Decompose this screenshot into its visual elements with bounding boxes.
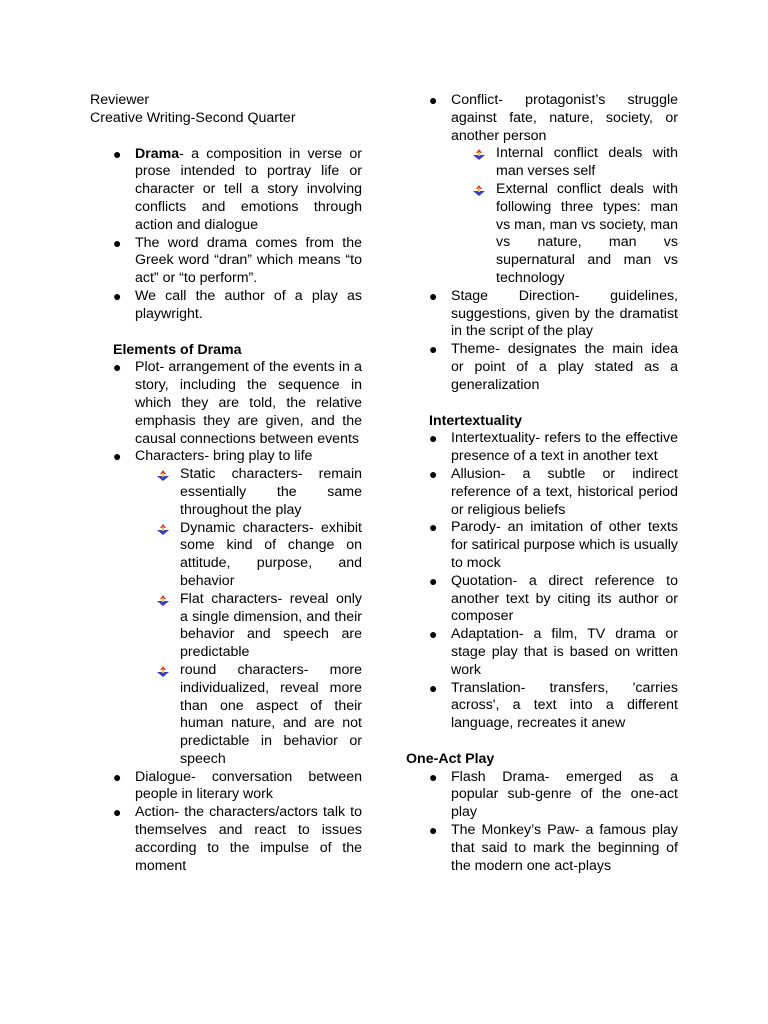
arrow-bullet-icon bbox=[157, 595, 169, 606]
list-item bbox=[406, 288, 678, 341]
section-heading-elements: Elements of Drama bbox=[113, 341, 242, 358]
list-item bbox=[406, 92, 678, 288]
bullet-icon: ● bbox=[113, 287, 122, 304]
list-item bbox=[406, 769, 678, 822]
list-item-text: Action- the characters/actors talk to themselves and react to issues according to the impulse of the moment bbox=[135, 804, 362, 874]
list-item bbox=[90, 288, 362, 324]
left-column bbox=[90, 92, 362, 875]
list-item-text: Plot- arrangement of the events in a story, including the sequence in which they are told, the relative emphasis they are given, and the causal connections between events bbox=[135, 359, 362, 447]
bullet-icon: ● bbox=[429, 430, 438, 447]
arrow-bullet-icon bbox=[157, 470, 169, 481]
list-item-text: Adaptation- a film, TV drama or stage play that is based on written work bbox=[451, 626, 678, 678]
list-item-text: Theme- designates the main idea or point of a play stated as a generalization bbox=[451, 341, 678, 393]
list-item-text: Translation- transfers, 'carries across', a text into a different language, recreates it anew bbox=[451, 679, 678, 732]
intertextuality-list bbox=[406, 430, 678, 733]
doc-title: Reviewer bbox=[90, 92, 150, 108]
list-item-text: Stage Direction- guidelines, suggestions, given by the dramatist in the script of the play bbox=[451, 287, 678, 340]
elements-list bbox=[90, 359, 362, 875]
sub-list-item-text: Static characters- remain essentially the same throughout the play bbox=[180, 466, 362, 518]
bullet-icon: ● bbox=[429, 519, 438, 536]
term-drama: Drama bbox=[135, 145, 180, 162]
bullet-icon: ● bbox=[429, 341, 438, 358]
arrow-bullet-icon bbox=[157, 524, 169, 535]
list-item bbox=[406, 430, 678, 466]
bullet-icon: ● bbox=[429, 465, 438, 482]
bullet-icon: ● bbox=[113, 448, 122, 465]
sub-list-item-text: Flat characters- reveal only a single dimension, and their behavior and speech are predictable bbox=[180, 590, 362, 661]
bullet-icon: ● bbox=[113, 145, 122, 162]
bullet-icon: ● bbox=[113, 804, 122, 821]
sub-list-item bbox=[451, 145, 678, 181]
list-item bbox=[406, 573, 678, 626]
arrow-bullet-icon bbox=[473, 149, 485, 160]
list-item-text: Intertextuality- refers to the effective presence of a text in another text bbox=[451, 430, 678, 465]
sub-list-item-text: round characters- more individualized, reveal more than one aspect of their human nature, and are not predictable in behavior or speech bbox=[180, 661, 362, 767]
list-item bbox=[406, 626, 678, 679]
sub-list-item-text: External conflict deals with following three types: man vs man, man vs society, man vs nature, man vs supernatural and man vs technology bbox=[496, 180, 678, 286]
list-item-text: Conflict- protagonist’s struggle against fate, nature, society, or another person bbox=[451, 92, 678, 144]
list-item bbox=[90, 146, 362, 235]
list-item-text: Quotation- a direct reference to another text by citing its author or composer bbox=[451, 572, 678, 625]
section-heading-intertextuality: Intertextuality bbox=[429, 412, 523, 429]
character-types-list bbox=[135, 466, 362, 769]
sub-list-item bbox=[135, 466, 362, 519]
sub-list-item-text: Dynamic characters- exhibit some kind of change on attitude, purpose, and behavior bbox=[180, 519, 362, 589]
section-heading-one-act: One-Act Play bbox=[406, 750, 495, 767]
definition-drama: - a composition in verse or prose intended to portray life or character or tell a story involving conflicts and emotions through action and dialogue bbox=[135, 145, 362, 233]
bullet-icon: ● bbox=[429, 768, 438, 785]
arrow-bullet-icon bbox=[157, 666, 169, 677]
bullet-icon: ● bbox=[113, 768, 122, 785]
list-item bbox=[406, 822, 678, 875]
bullet-icon: ● bbox=[113, 234, 122, 251]
list-item-text: Flash Drama- emerged as a popular sub-genre of the one-act play bbox=[451, 768, 678, 821]
bullet-icon: ● bbox=[429, 92, 438, 108]
bullet-icon: ● bbox=[429, 572, 438, 589]
sub-list-item bbox=[135, 591, 362, 662]
list-item-text: Allusion- a subtle or indirect reference of a text, historical period or religious beliefs bbox=[451, 465, 678, 518]
intro-list bbox=[90, 146, 362, 324]
doc-subtitle: Creative Writing-Second Quarter bbox=[90, 109, 296, 126]
list-item bbox=[406, 680, 678, 733]
list-item-text: The word drama comes from the Greek word “dran” which means “to act” or “to perform”. bbox=[135, 234, 362, 287]
sub-list-item bbox=[135, 520, 362, 591]
bullet-icon: ● bbox=[429, 679, 438, 696]
conflict-types-list bbox=[451, 145, 678, 287]
list-item-text: We call the author of a play as playwright. bbox=[135, 287, 362, 322]
list-item-text: The Monkey’s Paw- a famous play that said to mark the beginning of the modern one act-plays bbox=[451, 822, 678, 874]
one-act-list bbox=[406, 769, 678, 876]
list-item bbox=[90, 804, 362, 875]
sub-list-item bbox=[135, 662, 362, 769]
bullet-icon: ● bbox=[113, 359, 122, 376]
list-item bbox=[90, 448, 362, 768]
sub-list-item bbox=[451, 181, 678, 288]
bullet-icon: ● bbox=[429, 626, 438, 643]
list-item bbox=[406, 519, 678, 572]
right-column bbox=[406, 92, 678, 875]
list-item bbox=[406, 466, 678, 519]
list-item bbox=[90, 359, 362, 448]
bullet-icon: ● bbox=[429, 822, 438, 839]
elements-list-continued bbox=[406, 92, 678, 395]
list-item bbox=[90, 235, 362, 288]
arrow-bullet-icon bbox=[473, 185, 485, 196]
bullet-icon: ● bbox=[429, 287, 438, 304]
sub-list-item-text: Internal conflict deals with man verses self bbox=[496, 145, 678, 180]
list-item bbox=[406, 341, 678, 394]
list-item-text: Characters- bring play to life bbox=[135, 448, 313, 465]
list-item-text: Parody- an imitation of other texts for satirical purpose which is usually to mock bbox=[451, 519, 678, 571]
list-item-text: Dialogue- conversation between people in literary work bbox=[135, 768, 362, 803]
list-item bbox=[90, 769, 362, 805]
